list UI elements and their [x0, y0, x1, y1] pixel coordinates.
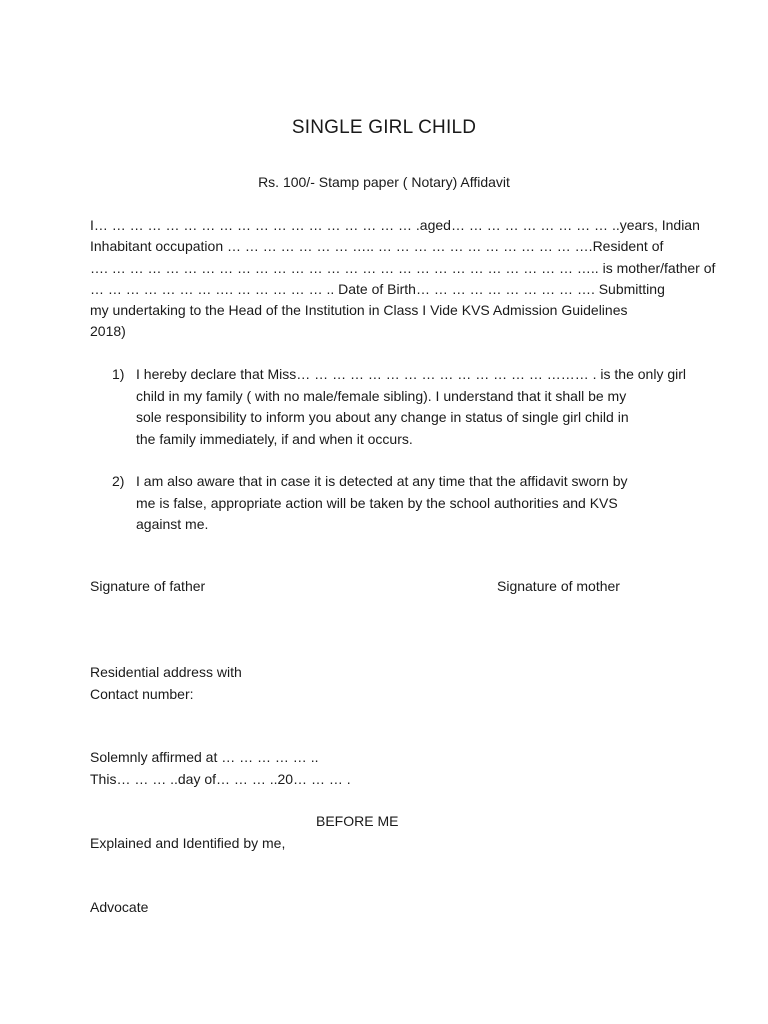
- item-line: against me.: [136, 516, 209, 532]
- item-number: 2): [112, 473, 125, 489]
- item-line: me is false, appropriate action will be taken by the school authorities and KVS: [136, 494, 618, 511]
- intro-line: … … … … … … … …. … … … … … .. Date of Birth… … … … … … … … … …. Submitting: [90, 280, 665, 297]
- item-line: I am also aware that in case it is detected at any time that the affidavit sworn by: [136, 473, 628, 489]
- item-number: 1): [112, 366, 125, 382]
- advocate-label: Advocate: [90, 899, 149, 915]
- document-title: SINGLE GIRL CHILD: [291, 117, 477, 138]
- document-subtitle: Rs. 100/- Stamp paper ( Notary) Affidavit: [258, 174, 510, 190]
- intro-line: I… … … … … … … … … … … … … … … … … … .aged… … … … … … … … … ..years, Indian: [90, 217, 700, 233]
- item-text: [136, 364, 687, 450]
- residential-address-label: Residential address with: [90, 664, 242, 680]
- declaration-item-1: [112, 364, 687, 450]
- item-text: [136, 471, 682, 536]
- item-line: child in my family ( with no male/female sibling). I understand that it shall be my: [136, 387, 627, 404]
- declaration-item-2: [112, 471, 682, 536]
- solemnly-affirmed-line: Solemnly affirmed at … … … … … ..: [90, 749, 319, 765]
- explained-identified-line: Explained and Identified by me,: [90, 835, 286, 851]
- day-of-line: This… … … ..day of… … … ..20… … … .: [90, 771, 351, 787]
- intro-line: …. … … … … … … … … … … … … … … … … … … … … … … … … … … ….. is mother/father of: [90, 259, 716, 276]
- intro-paragraph: [90, 215, 716, 343]
- before-me-label: BEFORE ME: [316, 813, 399, 829]
- item-line: I hereby declare that Miss… … … … … … … … … … … … … … ……… . is the only girl: [136, 366, 687, 382]
- signature-mother-label: Signature of mother: [497, 578, 620, 594]
- contact-number-label: Contact number:: [90, 686, 194, 702]
- item-line: the family immediately, if and when it occurs.: [136, 430, 413, 447]
- item-line: sole responsibility to inform you about any change in status of single girl child in: [136, 409, 629, 425]
- intro-line: my undertaking to the Head of the Institution in Class I Vide KVS Admission Guidelines: [90, 302, 628, 319]
- signature-father-label: Signature of father: [90, 578, 206, 594]
- intro-line: 2018): [90, 323, 126, 340]
- intro-line: Inhabitant occupation … … … … … … … ….. … … … … … … … … … … … ….Resident of: [90, 238, 664, 255]
